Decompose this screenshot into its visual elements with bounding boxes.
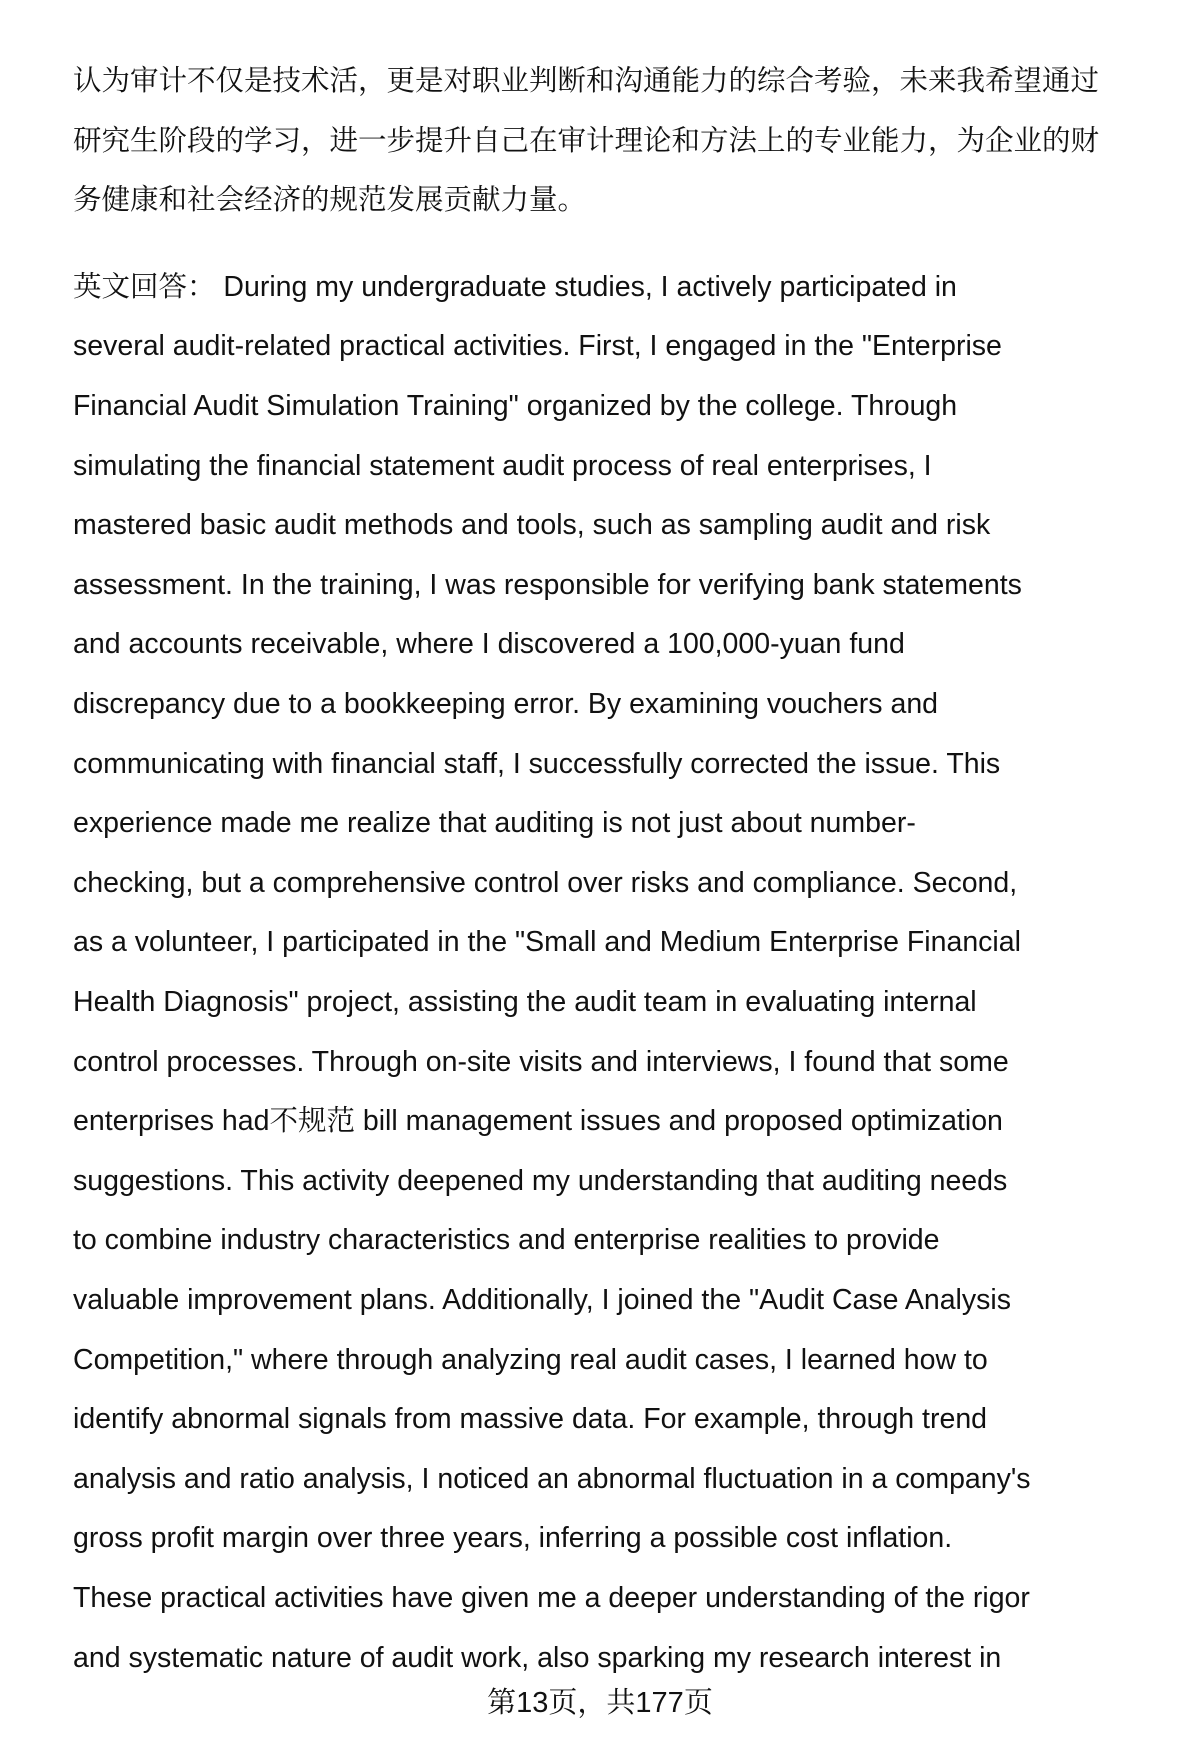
text-line: simulating the financial statement audit process of real enterprises, I — [73, 449, 932, 482]
text-line: These practical activities have given me a deeper understanding of the rigor — [73, 1582, 1030, 1614]
page-number: 第13页，共177页 — [487, 1687, 713, 1719]
text-line: 研究生阶段的学习，进一步提升自己在审计理论和方法上的专业能力，为企业的财 — [73, 124, 1100, 157]
text-line: communicating with financial staff, I successfully corrected the issue. This — [73, 747, 1001, 780]
text-line: 务健康和社会经济的规范发展贡献力量。 — [73, 184, 587, 217]
text-line: control processes. Through on-site visits and interviews, I found that some — [73, 1045, 1009, 1078]
text-line: assessment. In the training, I was responsible for verifying bank statements — [73, 568, 1022, 601]
text-line: 英文回答： During my undergraduate studies, I actively participated in — [73, 270, 957, 303]
text-line: valuable improvement plans. Additionally, I joined the "Audit Case Analysis — [73, 1284, 1011, 1316]
text-line: as a volunteer, I participated in the "Small and Medium Enterprise Financial — [73, 926, 1021, 959]
text-line: and accounts receivable, where I discovered a 100,000-yuan fund — [73, 628, 905, 661]
text-line: experience made me realize that auditing is not just about number- — [73, 807, 916, 840]
text-line: discrepancy due to a bookkeeping error. By examining vouchers and — [73, 688, 939, 720]
text-line: enterprises had不规范 bill management issues and proposed optimization — [73, 1105, 1003, 1138]
text-line: 认为审计不仅是技术活，更是对职业判断和沟通能力的综合考验，未来我希望通过 — [73, 65, 1100, 97]
text-line: to combine industry characteristics and enterprise realities to provide — [73, 1224, 940, 1257]
text-line: gross profit margin over three years, inferring a possible cost inflation. — [73, 1522, 953, 1555]
text-line: Competition," where through analyzing real audit cases, I learned how to — [73, 1343, 988, 1376]
text-line: mastered basic audit methods and tools, such as sampling audit and risk — [73, 509, 991, 542]
text-line: Financial Audit Simulation Training" organized by the college. Through — [73, 390, 958, 422]
text-line: and systematic nature of audit work, also sparking my research interest in — [73, 1641, 1002, 1674]
text-line: suggestions. This activity deepened my understanding that auditing needs — [73, 1164, 1008, 1197]
text-line: analysis and ratio analysis, I noticed an abnormal fluctuation in a company's — [73, 1462, 1031, 1495]
text-line: identify abnormal signals from massive data. For example, through trend — [73, 1403, 988, 1436]
text-line: Health Diagnosis" project, assisting the audit team in evaluating internal — [73, 986, 977, 1018]
text-line: several audit-related practical activities. First, I engaged in the "Enterprise — [73, 330, 1002, 363]
text-line: checking, but a comprehensive control over risks and compliance. Second, — [73, 866, 1018, 899]
